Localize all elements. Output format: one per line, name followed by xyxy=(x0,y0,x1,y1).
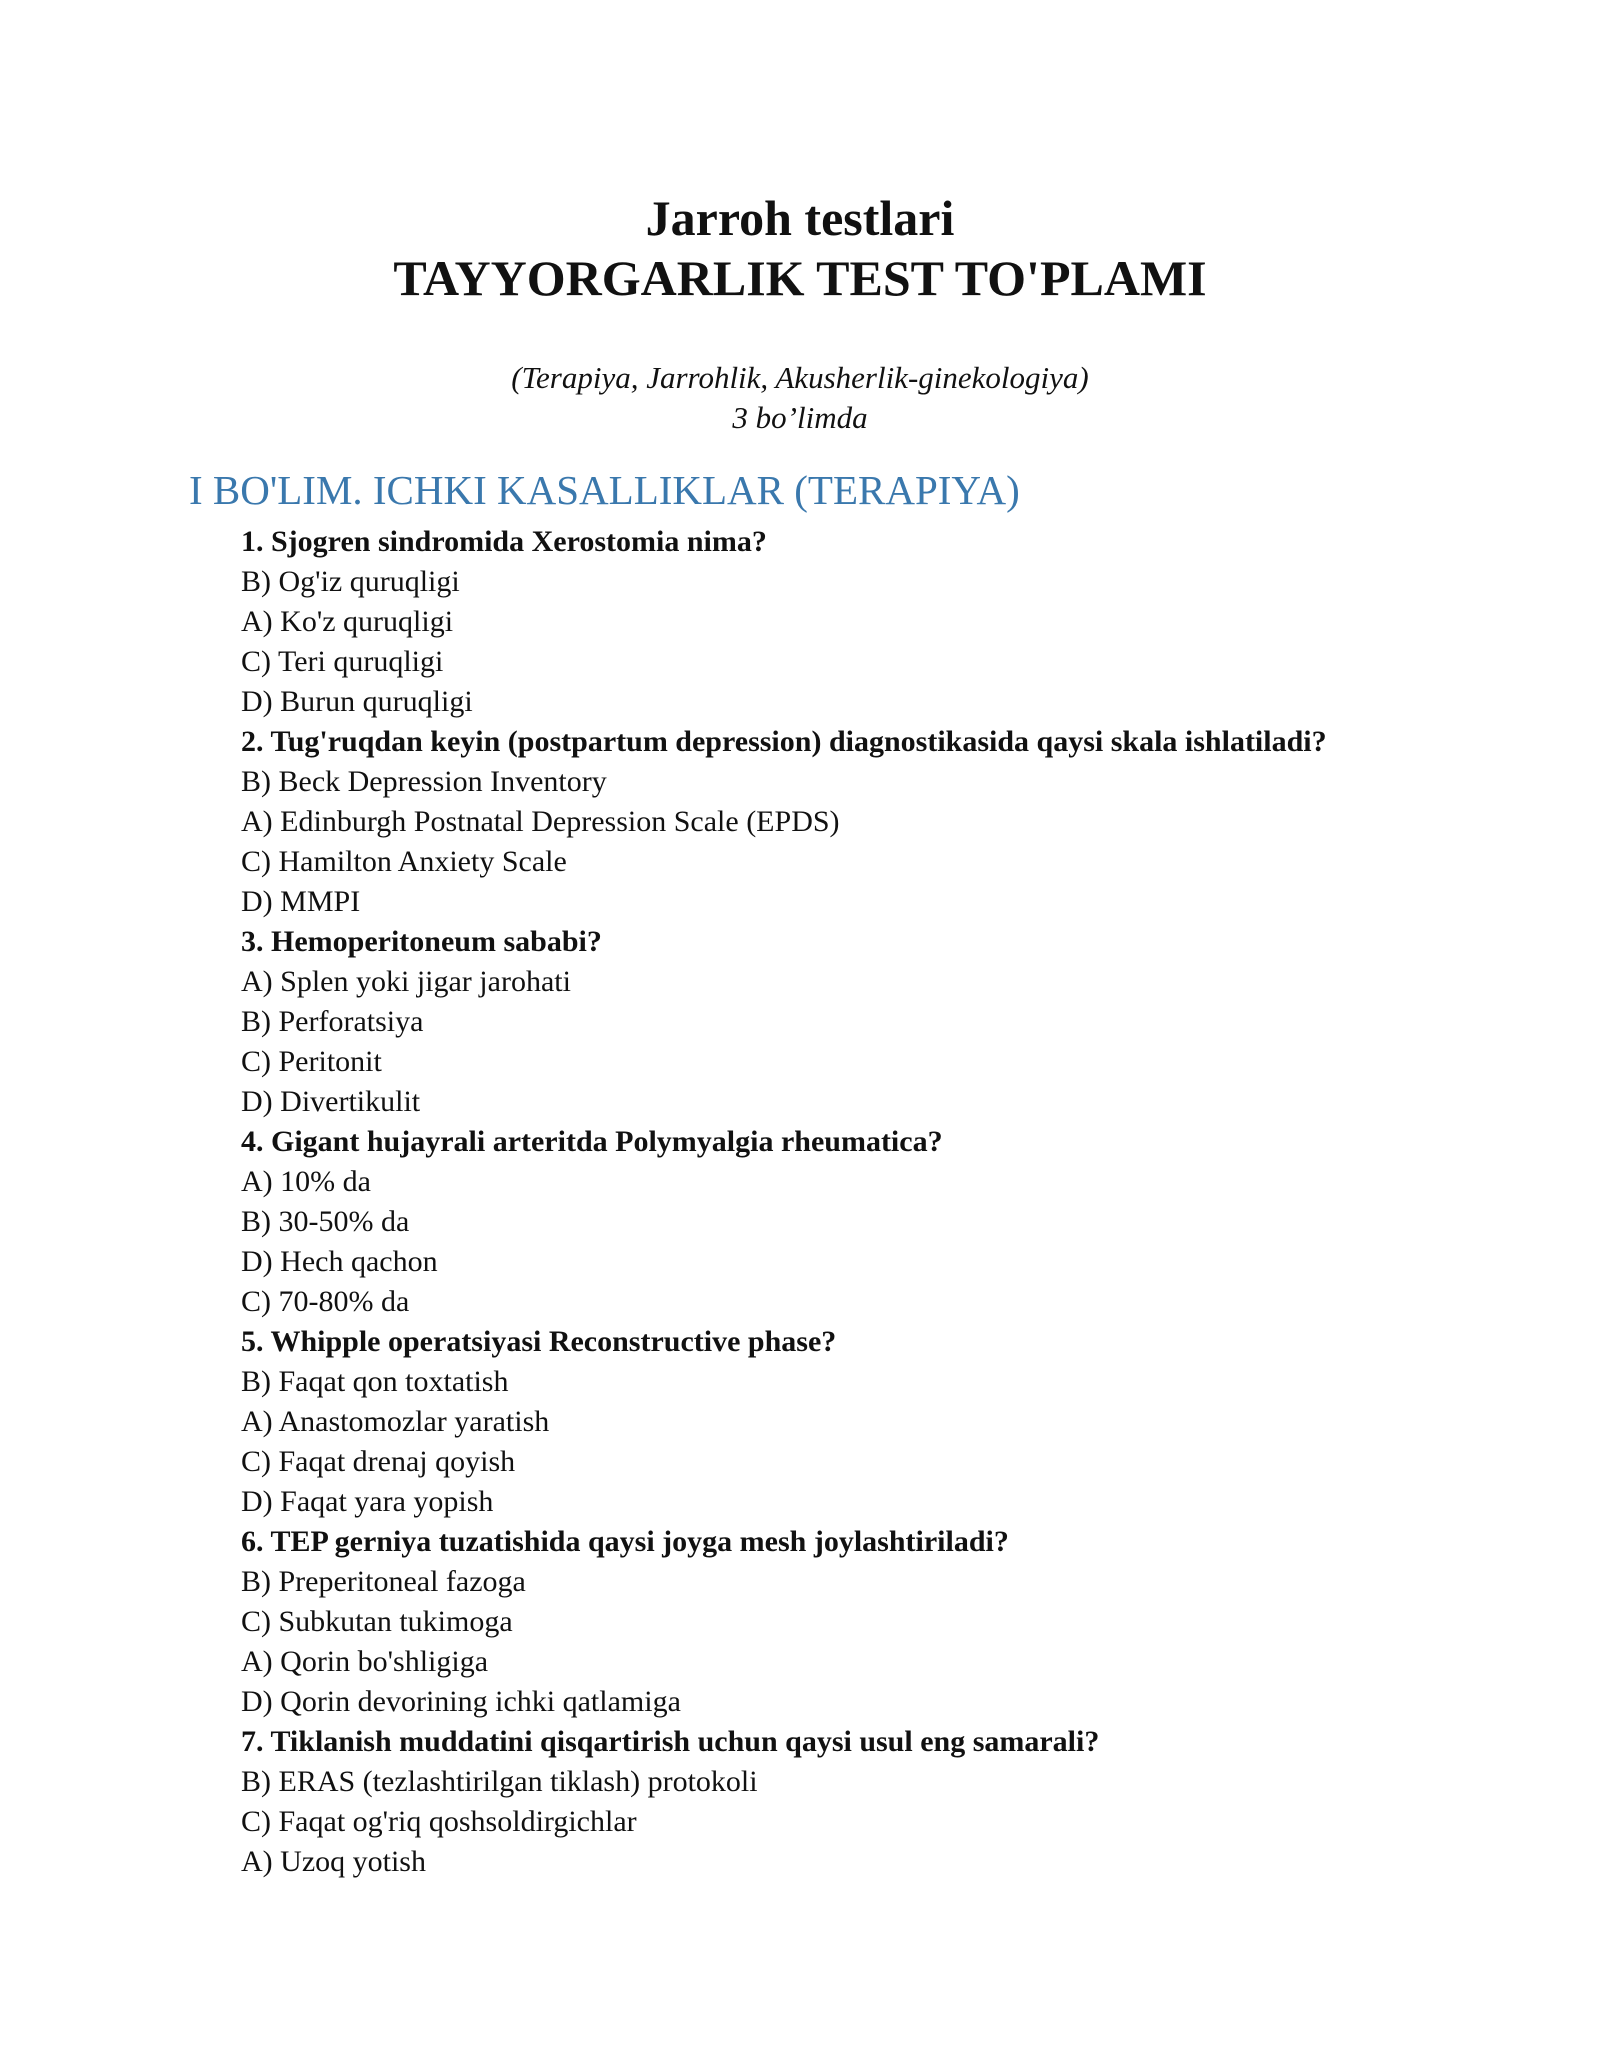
answer-option: C) Subkutan tukimoga xyxy=(241,1605,513,1638)
question-block xyxy=(241,1522,1501,1722)
answer-option: A) Uzoq yotish xyxy=(241,1845,426,1878)
question-block xyxy=(241,522,1501,722)
subtitle-line-2: 3 bo’limda xyxy=(732,400,868,435)
question-block xyxy=(241,1122,1501,1322)
question-list xyxy=(241,522,1501,1882)
answer-option: C) Peritonit xyxy=(241,1045,382,1078)
answer-option: A) Splen yoki jigar jarohati xyxy=(241,965,571,998)
question-block xyxy=(241,1722,1501,1882)
answer-option: C) Faqat drenaj qoyish xyxy=(241,1445,516,1478)
answer-option: C) Teri quruqligi xyxy=(241,645,444,678)
question-text: 1. Sjogren sindromida Xerostomia nima? xyxy=(241,525,767,558)
answer-option: B) Faqat qon toxtatish xyxy=(241,1365,509,1398)
document-title xyxy=(0,188,1600,308)
answer-option: D) Faqat yara yopish xyxy=(241,1485,494,1518)
answer-option: B) ERAS (tezlashtirilgan tiklash) protokoli xyxy=(241,1765,758,1798)
answer-option: D) Divertikulit xyxy=(241,1085,421,1118)
subtitle-line-1: (Terapiya, Jarrohlik, Akusherlik-ginekologiya) xyxy=(511,360,1089,395)
answer-option: A) Edinburgh Postnatal Depression Scale (EPDS) xyxy=(241,805,840,838)
answer-option: B) 30-50% da xyxy=(241,1205,410,1238)
answer-option: B) Perforatsiya xyxy=(241,1005,424,1038)
answer-option: B) Beck Depression Inventory xyxy=(241,765,607,798)
section-heading: I BO'LIM. ICHKI KASALLIKLAR (TERAPIYA) xyxy=(189,467,1020,513)
answer-option: D) Hech qachon xyxy=(241,1245,438,1278)
answer-option: B) Preperitoneal fazoga xyxy=(241,1565,526,1598)
answer-option: C) 70-80% da xyxy=(241,1285,410,1318)
question-text: 2. Tug'ruqdan keyin (postpartum depression) diagnostikasida qaysi skala ishlatiladi? xyxy=(241,725,1327,758)
question-text: 3. Hemoperitoneum sababi? xyxy=(241,925,602,958)
answer-option: D) Qorin devorining ichki qatlamiga xyxy=(241,1685,681,1718)
question-text: 4. Gigant hujayrali arteritda Polymyalgia rheumatica? xyxy=(241,1125,943,1158)
answer-option: D) MMPI xyxy=(241,885,361,918)
title-line-1: Jarroh testlari xyxy=(645,190,955,246)
question-text: 6. TEP gerniya tuzatishida qaysi joyga mesh joylashtiriladi? xyxy=(241,1525,1009,1558)
answer-option: B) Og'iz quruqligi xyxy=(241,565,460,598)
answer-option: D) Burun quruqligi xyxy=(241,685,473,718)
answer-option: A) 10% da xyxy=(241,1165,371,1198)
document-subtitle xyxy=(0,358,1600,438)
answer-option: A) Anastomozlar yaratish xyxy=(241,1405,550,1438)
answer-option: A) Qorin bo'shligiga xyxy=(241,1645,489,1678)
question-block xyxy=(241,722,1501,922)
question-text: 5. Whipple operatsiyasi Reconstructive phase? xyxy=(241,1325,837,1358)
answer-option: C) Hamilton Anxiety Scale xyxy=(241,845,567,878)
question-text: 7. Tiklanish muddatini qisqartirish uchun qaysi usul eng samarali? xyxy=(241,1725,1100,1758)
answer-option: C) Faqat og'riq qoshsoldirgichlar xyxy=(241,1805,637,1838)
answer-option: A) Ko'z quruqligi xyxy=(241,605,454,638)
question-block xyxy=(241,1322,1501,1522)
question-block xyxy=(241,922,1501,1122)
title-line-2: TAYYORGARLIK TEST TO'PLAMI xyxy=(393,250,1207,306)
